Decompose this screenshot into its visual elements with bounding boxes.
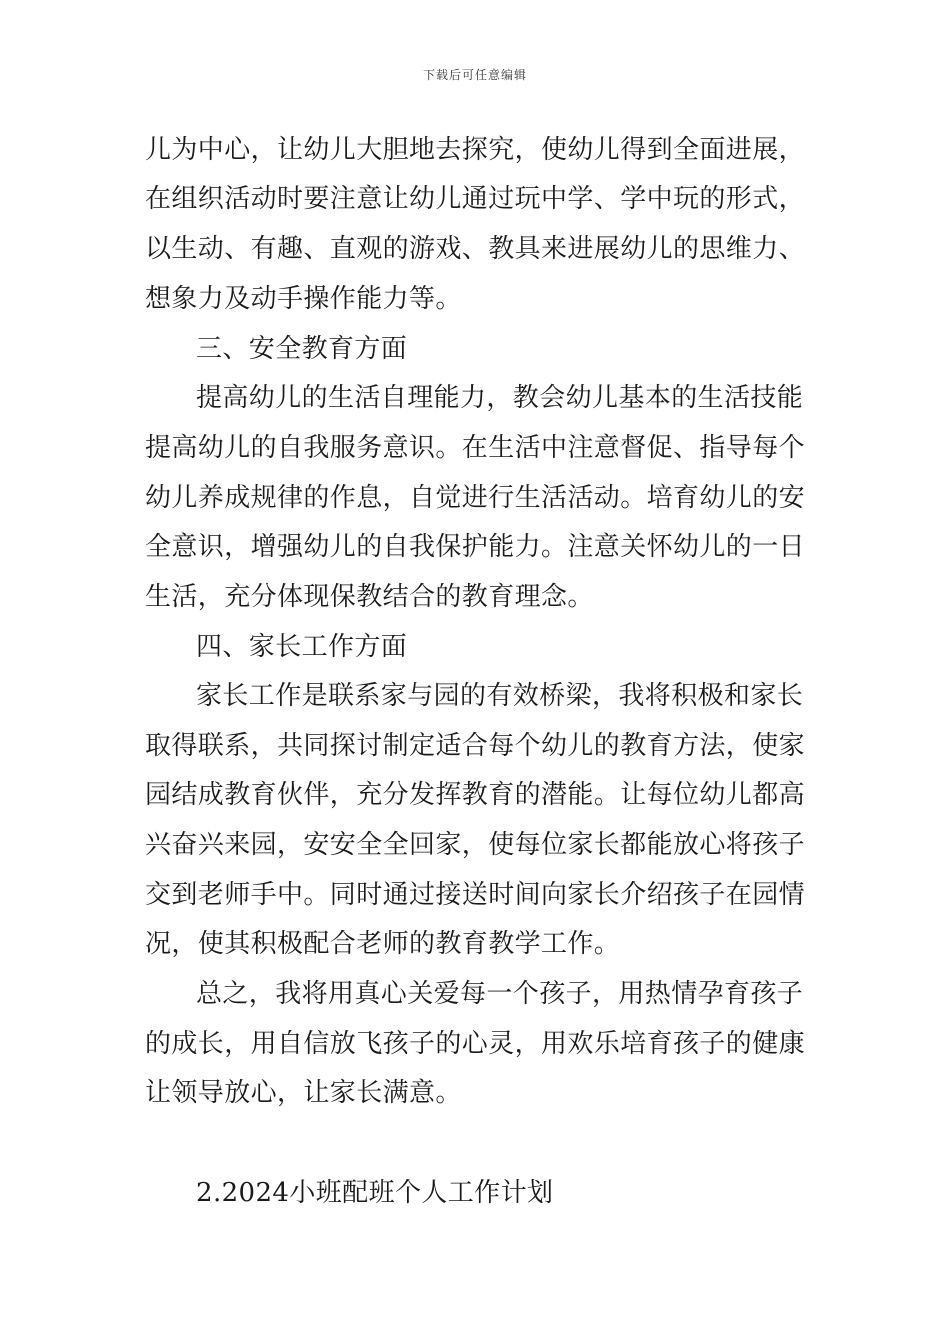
body-line: 想象力及动手操作能力等。: [145, 284, 462, 314]
paragraph-first-line: 提高幼儿的生活自理能力，教会幼儿基本的生活技能: [196, 383, 804, 413]
section-heading-safety: 三、安全教育方面: [196, 334, 408, 364]
document-section-title: 2.2024小班配班个人工作计划: [196, 1178, 554, 1208]
paragraph-first-line: 家长工作是联系家与园的有效桥梁，我将积极和家长: [196, 681, 804, 711]
body-line: 全意识，增强幼儿的自我保护能力。注意关怀幼儿的一日: [145, 532, 806, 562]
body-line: 取得联系，共同探讨制定适合每个幼儿的教育方法，使家: [145, 731, 806, 761]
body-line: 在组织活动时要注意让幼儿通过玩中学、学中玩的形式，: [145, 184, 806, 214]
body-line: 以生动、有趣、直观的游戏、教具来进展幼儿的思维力、: [145, 234, 806, 264]
body-line: 让领导放心，让家长满意。: [145, 1078, 462, 1108]
body-line: 况，使其积极配合老师的教育教学工作。: [145, 929, 621, 959]
body-line: 提高幼儿的自我服务意识。在生活中注意督促、指导每个: [145, 433, 806, 463]
page-header-note: 下载后可任意编辑: [422, 68, 527, 82]
body-line: 生活，充分体现保教结合的教育理念。: [145, 582, 594, 612]
paragraph-first-line: 总之，我将用真心关爱每一个孩子，用热情孕育孩子: [196, 979, 804, 1009]
body-line: 交到老师手中。同时通过接送时间向家长介绍孩子在园情: [145, 880, 806, 910]
body-line: 园结成教育伙伴，充分发挥教育的潜能。让每位幼儿都高: [145, 780, 806, 810]
body-line: 兴奋兴来园，安安全全回家，使每位家长都能放心将孩子: [145, 830, 806, 860]
body-line: 幼儿养成规律的作息，自觉进行生活活动。培育幼儿的安: [145, 483, 806, 513]
body-line: 的成长，用自信放飞孩子的心灵，用欢乐培育孩子的健康: [145, 1029, 806, 1059]
body-line: 儿为中心，让幼儿大胆地去探究，使幼儿得到全面进展，: [145, 135, 806, 165]
section-heading-parents: 四、家长工作方面: [196, 632, 408, 662]
